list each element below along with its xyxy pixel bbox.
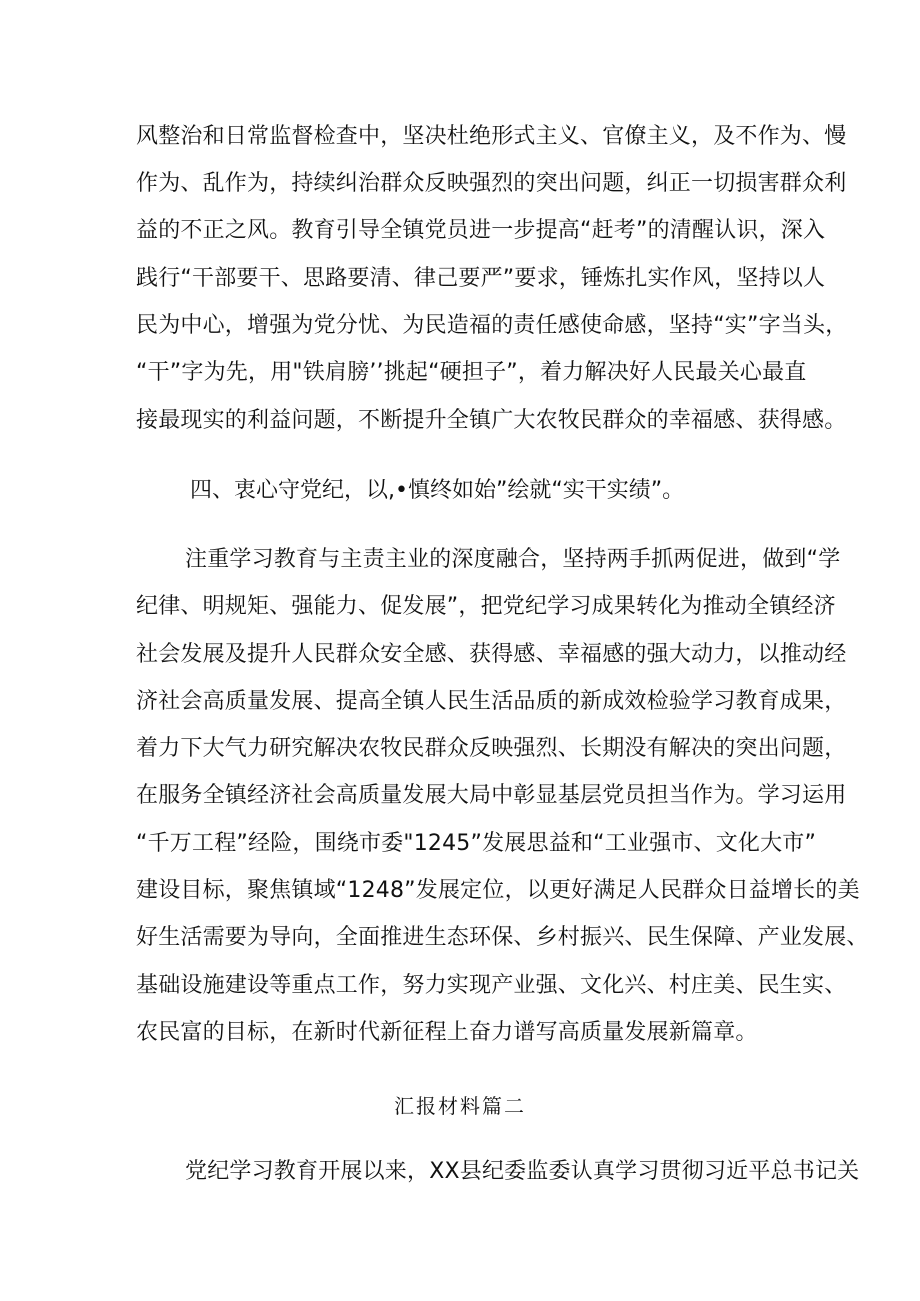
subtitle: 汇报材料篇二 xyxy=(394,1094,526,1118)
paragraph-2-line: 好生活需要为导向，全面推进生态环保、乡村振兴、民生保障、产业发展、 xyxy=(136,925,869,950)
paragraph-1-line: 益的不正之风。教育引导全镇党员进一步提高“赶考”的清醒认识，深入 xyxy=(136,218,826,243)
paragraph-2-line: 基础设施建设等重点工作，努力实现产业强、文化兴、村庄美、民生实、 xyxy=(136,973,847,998)
paragraph-1-line: 践行“干部要干、思路要清、律己要严”要求，锤炼扎实作风，坚持以人 xyxy=(136,266,826,291)
paragraph-2-line: 在服务全镇经济社会高质量发展大局中彰显基层党员担当作为。学习运用 xyxy=(136,783,847,808)
section-heading: 四、衷心守党纪，以,•慎终如始”绘就“实干实绩”。 xyxy=(190,478,685,503)
paragraph-2-line: 社会发展及提升人民群众安全感、获得感、幸福感的强大动力，以推动经 xyxy=(136,642,847,667)
paragraph-2-line: 纪律、明规矩、强能力、促发展”，把党纪学习成果转化为推动全镇经济 xyxy=(136,594,836,619)
paragraph-2-line: 农民富的目标，在新时代新征程上奋力谱写高质量发展新篇章。 xyxy=(136,1020,758,1045)
paragraph-1-line: “干”字为先，用"铁肩膀’’挑起“硬担子”，着力解决好人民最关心最直 xyxy=(136,360,807,385)
paragraph-2-line: 建设目标，聚焦镇域“1248”发展定位，以更好满足人民群众日益增长的美 xyxy=(136,878,860,903)
paragraph-1-line: 民为中心，增强为党分忧、为民造福的责任感使命感，坚持“实”字当头， xyxy=(136,313,848,338)
paragraph-1-line: 作为、乱作为，持续纠治群众反映强烈的突出问题，纠正一切损害群众利 xyxy=(136,171,847,196)
paragraph-3-line: 党纪学习教育开展以来，XX县纪委监委认真学习贯彻习近平总书记关 xyxy=(185,1159,860,1184)
paragraph-1-line: 风整治和日常监督检查中，坚决杜绝形式主义、官僚主义，及不作为、慢 xyxy=(136,124,847,149)
paragraph-1-line: 接最现实的利益问题，不断提升全镇广大农牧民群众的幸福感、获得感。 xyxy=(136,408,847,433)
paragraph-2-line: 济社会高质量发展、提高全镇人民生活品质的新成效检验学习教育成果， xyxy=(136,689,847,714)
paragraph-2-line: 注重学习教育与主责主业的深度融合，坚持两手抓两促进，做到“学 xyxy=(185,547,841,572)
paragraph-2-line: “千万工程”经险，围绕市委"1245”发展思益和“工业强市、文化大市” xyxy=(136,831,817,856)
paragraph-2-line: 着力下大气力研究解决农牧民群众反映强烈、长期没有解决的突出问题， xyxy=(136,736,847,761)
